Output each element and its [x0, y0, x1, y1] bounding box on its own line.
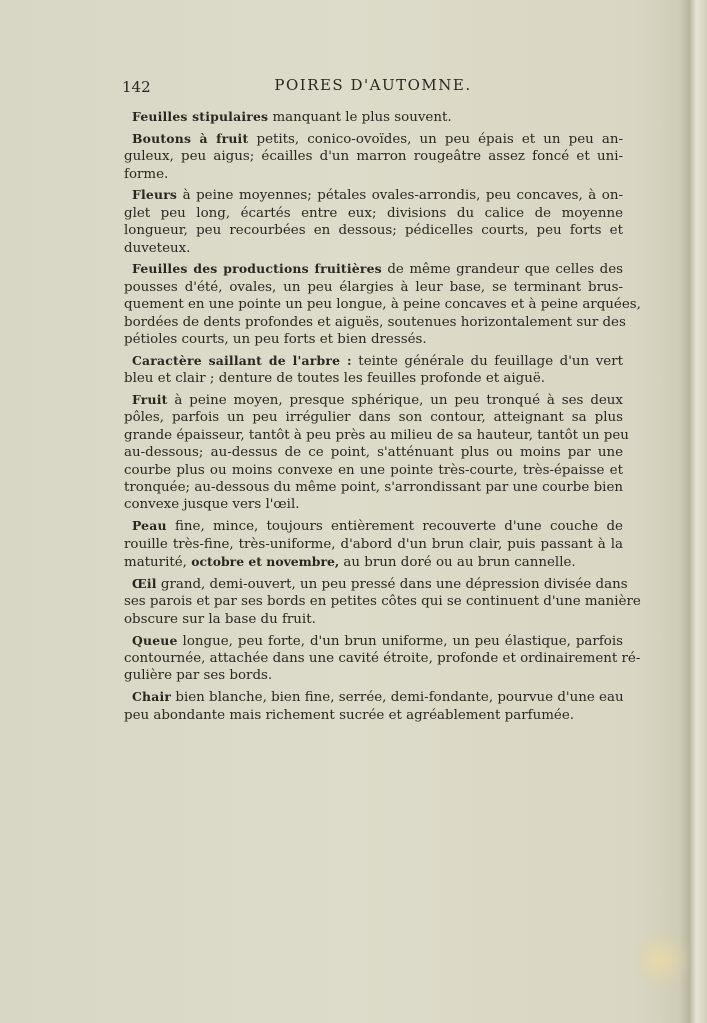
paragraph-feuilles-stipulaires — [124, 108, 623, 126]
text-line — [124, 186, 623, 204]
text-line — [124, 130, 623, 148]
line-text: maturité, — [124, 555, 192, 571]
text-line: grande épaisseur, tantôt à peu près au milieu de sa hauteur, tantôt un peu — [124, 427, 629, 443]
paragraph-lead: Feuilles des productions fruitières — [132, 261, 382, 277]
paragraph-boutons-a-fruit — [124, 130, 623, 183]
text-line — [124, 553, 623, 571]
paragraph-feuilles-productions — [124, 260, 641, 348]
text-line: gulière par ses bords. — [124, 668, 273, 684]
text-line — [124, 391, 623, 409]
paragraph-lead: Fleurs — [132, 187, 178, 203]
text-line: courbe plus ou moins convexe en une pointe très-courte, très-épaisse et — [124, 462, 623, 478]
text-line: tronquée; au-dessous du même point, s'arrondissant par une courbe bien — [124, 480, 623, 496]
text-line: pousses d'été, ovales, un peu élargies à leur base, se terminant brus- — [124, 279, 623, 295]
paragraph-caractere — [124, 352, 623, 388]
page-header — [122, 76, 624, 98]
line-text: à peine moyen, presque sphérique, un peu tronqué à ses deux — [167, 393, 623, 409]
paragraph-fleurs — [124, 186, 623, 257]
line-text: longue, peu forte, d'un brun uniforme, un peu élastique, parfois — [177, 633, 623, 649]
line-text: petits, conico-ovoïdes, un peu épais et un peu an- — [248, 131, 623, 147]
text-line — [124, 575, 628, 593]
text-line: ses parois et par ses bords en petites côtes qui se continuent d'une manière — [124, 594, 641, 610]
paper-stain — [625, 930, 695, 990]
text-line: obscure sur la base du fruit. — [124, 611, 316, 627]
paragraph-peau — [124, 517, 623, 571]
running-title: POIRES D'AUTOMNE. — [274, 76, 472, 94]
text-line — [124, 260, 623, 278]
text-line: pôles, parfois un peu irrégulier dans son contour, atteignant sa plus — [124, 410, 623, 426]
text-line: bordées de dents profondes et aiguës, soutenues horizontalement sur des — [124, 314, 626, 330]
text-line — [124, 108, 623, 126]
line-text: de même grandeur que celles des — [381, 262, 623, 278]
line-text: grand, demi-ouvert, un peu pressé dans une dépression divisée dans — [156, 576, 628, 592]
line-text: à peine moyennes; pétales ovales-arrondis, peu concaves, à on- — [177, 188, 623, 204]
line-text: fine, mince, toujours entièrement recouverte d'une couche de — [166, 519, 623, 535]
text-line: bleu et clair ; denture de toutes les feuilles profonde et aiguë. — [124, 371, 546, 387]
text-line: guleux, peu aigus; écailles d'un marron rougeâtre assez foncé et uni- — [124, 149, 623, 165]
text-line — [124, 352, 623, 370]
text-line: forme. — [124, 166, 169, 182]
text-line: glet peu long, écartés entre eux; divisions du calice de moyenne — [124, 205, 623, 221]
text-line: quement en une pointe un peu longue, à peine concaves et à peine arquées, — [124, 297, 641, 313]
text-line: contournée, attachée dans une cavité étroite, profonde et ordinairement ré- — [124, 650, 641, 666]
text-line: convexe jusque vers l'œil. — [124, 497, 300, 513]
line-text: au brun doré ou au brun cannelle. — [339, 555, 576, 571]
line-text: bien blanche, bien fine, serrée, demi-fondante, pourvue d'une eau — [171, 690, 624, 706]
text-line: longueur, peu recourbées en dessous; pédicelles courts, peu forts et — [124, 223, 623, 239]
paragraph-lead: Feuilles stipulaires — [132, 109, 269, 124]
paragraph-lead: Boutons à fruit — [132, 130, 249, 146]
text-line: rouille très-fine, très-uniforme, d'abord d'un brun clair, puis passant à la — [124, 536, 623, 552]
paragraph-chair — [124, 688, 623, 724]
paragraph-lead: Œil — [132, 575, 157, 591]
text-line — [124, 688, 623, 706]
paragraph-oeil — [124, 575, 641, 628]
text-line: au-dessous; au-dessus de ce point, s'atténuant plus ou moins par une — [124, 445, 623, 461]
paragraph-lead: Fruit — [132, 392, 168, 408]
ripening-months: octobre et novembre, — [191, 554, 340, 570]
line-text: teinte générale du feuillage d'un vert — [351, 353, 623, 369]
text-line: peu abondante mais richement sucrée et agréablement parfumée. — [124, 707, 574, 723]
text-line: pétioles courts, un peu forts et bien dressés. — [124, 332, 427, 348]
paragraph-lead: Caractère saillant de l'arbre : — [132, 352, 352, 368]
paragraph-lead: Chair — [132, 689, 172, 705]
paragraph-queue — [124, 632, 641, 685]
page-body — [124, 108, 641, 727]
line-text: manquant le plus souvent. — [268, 110, 452, 125]
paragraph-lead: Peau — [132, 518, 167, 534]
text-line — [124, 632, 623, 650]
text-line: duveteux. — [124, 240, 191, 256]
text-line — [124, 517, 623, 535]
paragraph-lead: Queue — [132, 632, 178, 648]
page-number: 142 — [122, 78, 151, 96]
paragraph-fruit — [124, 391, 629, 514]
